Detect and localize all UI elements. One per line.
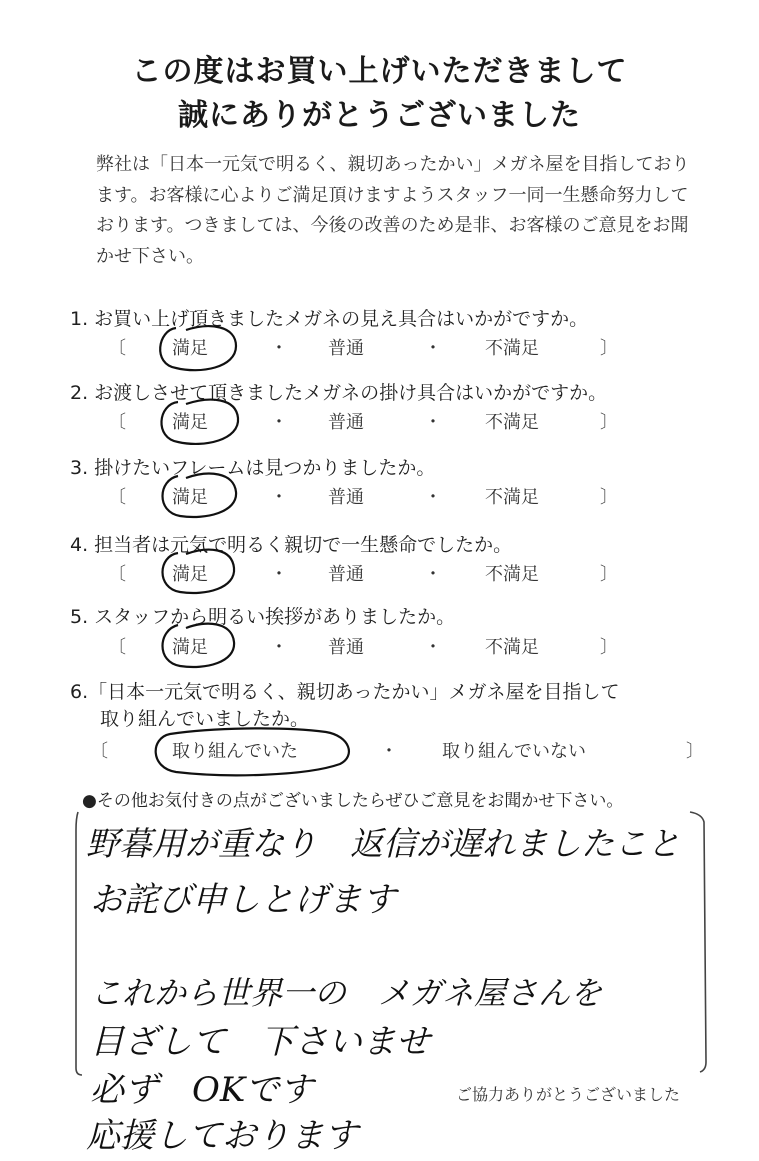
option-satisfied[interactable]: 満足	[172, 564, 208, 585]
separator-dot: ・	[270, 637, 288, 658]
option-dissatisfied[interactable]: 不満足	[485, 564, 539, 585]
question-4-options	[0, 560, 759, 586]
separator-dot: ・	[270, 338, 288, 359]
option-normal[interactable]: 普通	[328, 637, 364, 658]
question-5-options	[0, 633, 759, 659]
separator-dot: ・	[380, 741, 398, 762]
option-satisfied[interactable]: 満足	[172, 412, 208, 433]
separator-dot: ・	[424, 564, 442, 585]
separator-dot: ・	[424, 637, 442, 658]
bracket-close: 〕	[600, 412, 618, 433]
option-satisfied[interactable]: 満足	[172, 338, 208, 359]
bracket-open: 〔	[108, 412, 126, 433]
option-normal[interactable]: 普通	[328, 487, 364, 508]
comment-prompt: ●その他お気付きの点がございましたらぜひご意見をお聞かせ下さい。	[82, 791, 624, 811]
question-6-line1: 6.「日本一元気で明るく、親切あったかい」メガネ屋を目指して	[70, 681, 620, 703]
option-satisfied[interactable]: 満足	[172, 637, 208, 658]
question-2: 2. お渡しさせて頂きましたメガネの掛け具合はいかがですか。	[70, 382, 608, 404]
bracket-close: 〕	[686, 741, 704, 762]
bracket-open: 〔	[108, 487, 126, 508]
option-dissatisfied[interactable]: 不満足	[485, 412, 539, 433]
question-4: 4. 担当者は元気で明るく親切で一生懸命でしたか。	[70, 534, 513, 556]
option-satisfied[interactable]: 満足	[172, 487, 208, 508]
question-5: 5. スタッフから明るい挨拶がありましたか。	[70, 606, 456, 628]
bracket-close: 〕	[600, 487, 618, 508]
option-worked-on[interactable]: 取り組んでいた	[172, 741, 298, 762]
question-3: 3. 掛けたいフレームは見つかりましたか。	[70, 457, 436, 479]
separator-dot: ・	[424, 338, 442, 359]
separator-dot: ・	[270, 412, 288, 433]
separator-dot: ・	[424, 487, 442, 508]
handwritten-line-4: 目ざして 下さいませ	[90, 1022, 430, 1062]
option-normal[interactable]: 普通	[328, 412, 364, 433]
option-normal[interactable]: 普通	[328, 564, 364, 585]
bracket-open: 〔	[90, 741, 108, 762]
question-2-options	[0, 408, 759, 434]
handwritten-line-1: 野暮用が重なり 返信が遅れましたこと	[86, 824, 680, 863]
bracket-open: 〔	[108, 564, 126, 585]
option-normal[interactable]: 普通	[328, 338, 364, 359]
question-6-options	[0, 737, 759, 763]
closing-thanks: ご協力ありがとうございました	[456, 1085, 681, 1104]
question-1: 1. お買い上げ頂きましたメガネの見え具合はいかがですか。	[70, 308, 589, 330]
option-dissatisfied[interactable]: 不満足	[485, 487, 539, 508]
separator-dot: ・	[424, 412, 442, 433]
page-title-line1: この度はお買い上げいただきまして	[131, 54, 628, 89]
option-dissatisfied[interactable]: 不満足	[485, 338, 539, 359]
bracket-close: 〕	[600, 637, 618, 658]
intro-paragraph: 弊社は「日本一元気で明るく、親切あったかい」メガネ屋を目指しております。お客様に心よりご満足頂けますようスタッフ一同一生懸命努力しております。つきましては、今後の改善のため是非、お客様のご意見をお聞かせ下さい。	[96, 154, 690, 267]
option-dissatisfied[interactable]: 不満足	[485, 637, 539, 658]
bracket-open: 〔	[108, 637, 126, 658]
bracket-close: 〕	[600, 564, 618, 585]
handwritten-line-6: 応援しております	[86, 1116, 358, 1156]
separator-dot: ・	[270, 564, 288, 585]
separator-dot: ・	[270, 487, 288, 508]
page-title-line2: 誠にありがとうございました	[178, 98, 581, 133]
question-1-options	[0, 334, 759, 360]
question-6-line2: 取り組んでいましたか。	[100, 708, 310, 730]
handwritten-line-3: これから世界一の メガネ屋さんを	[90, 974, 603, 1012]
handwritten-line-2: お詫び申しとげます	[90, 880, 396, 920]
handwritten-line-5: 必ず OKです	[90, 1070, 314, 1110]
option-not-worked-on[interactable]: 取り組んでいない	[442, 741, 586, 762]
bracket-open: 〔	[108, 338, 126, 359]
question-3-options	[0, 483, 759, 509]
bracket-close: 〕	[600, 338, 618, 359]
